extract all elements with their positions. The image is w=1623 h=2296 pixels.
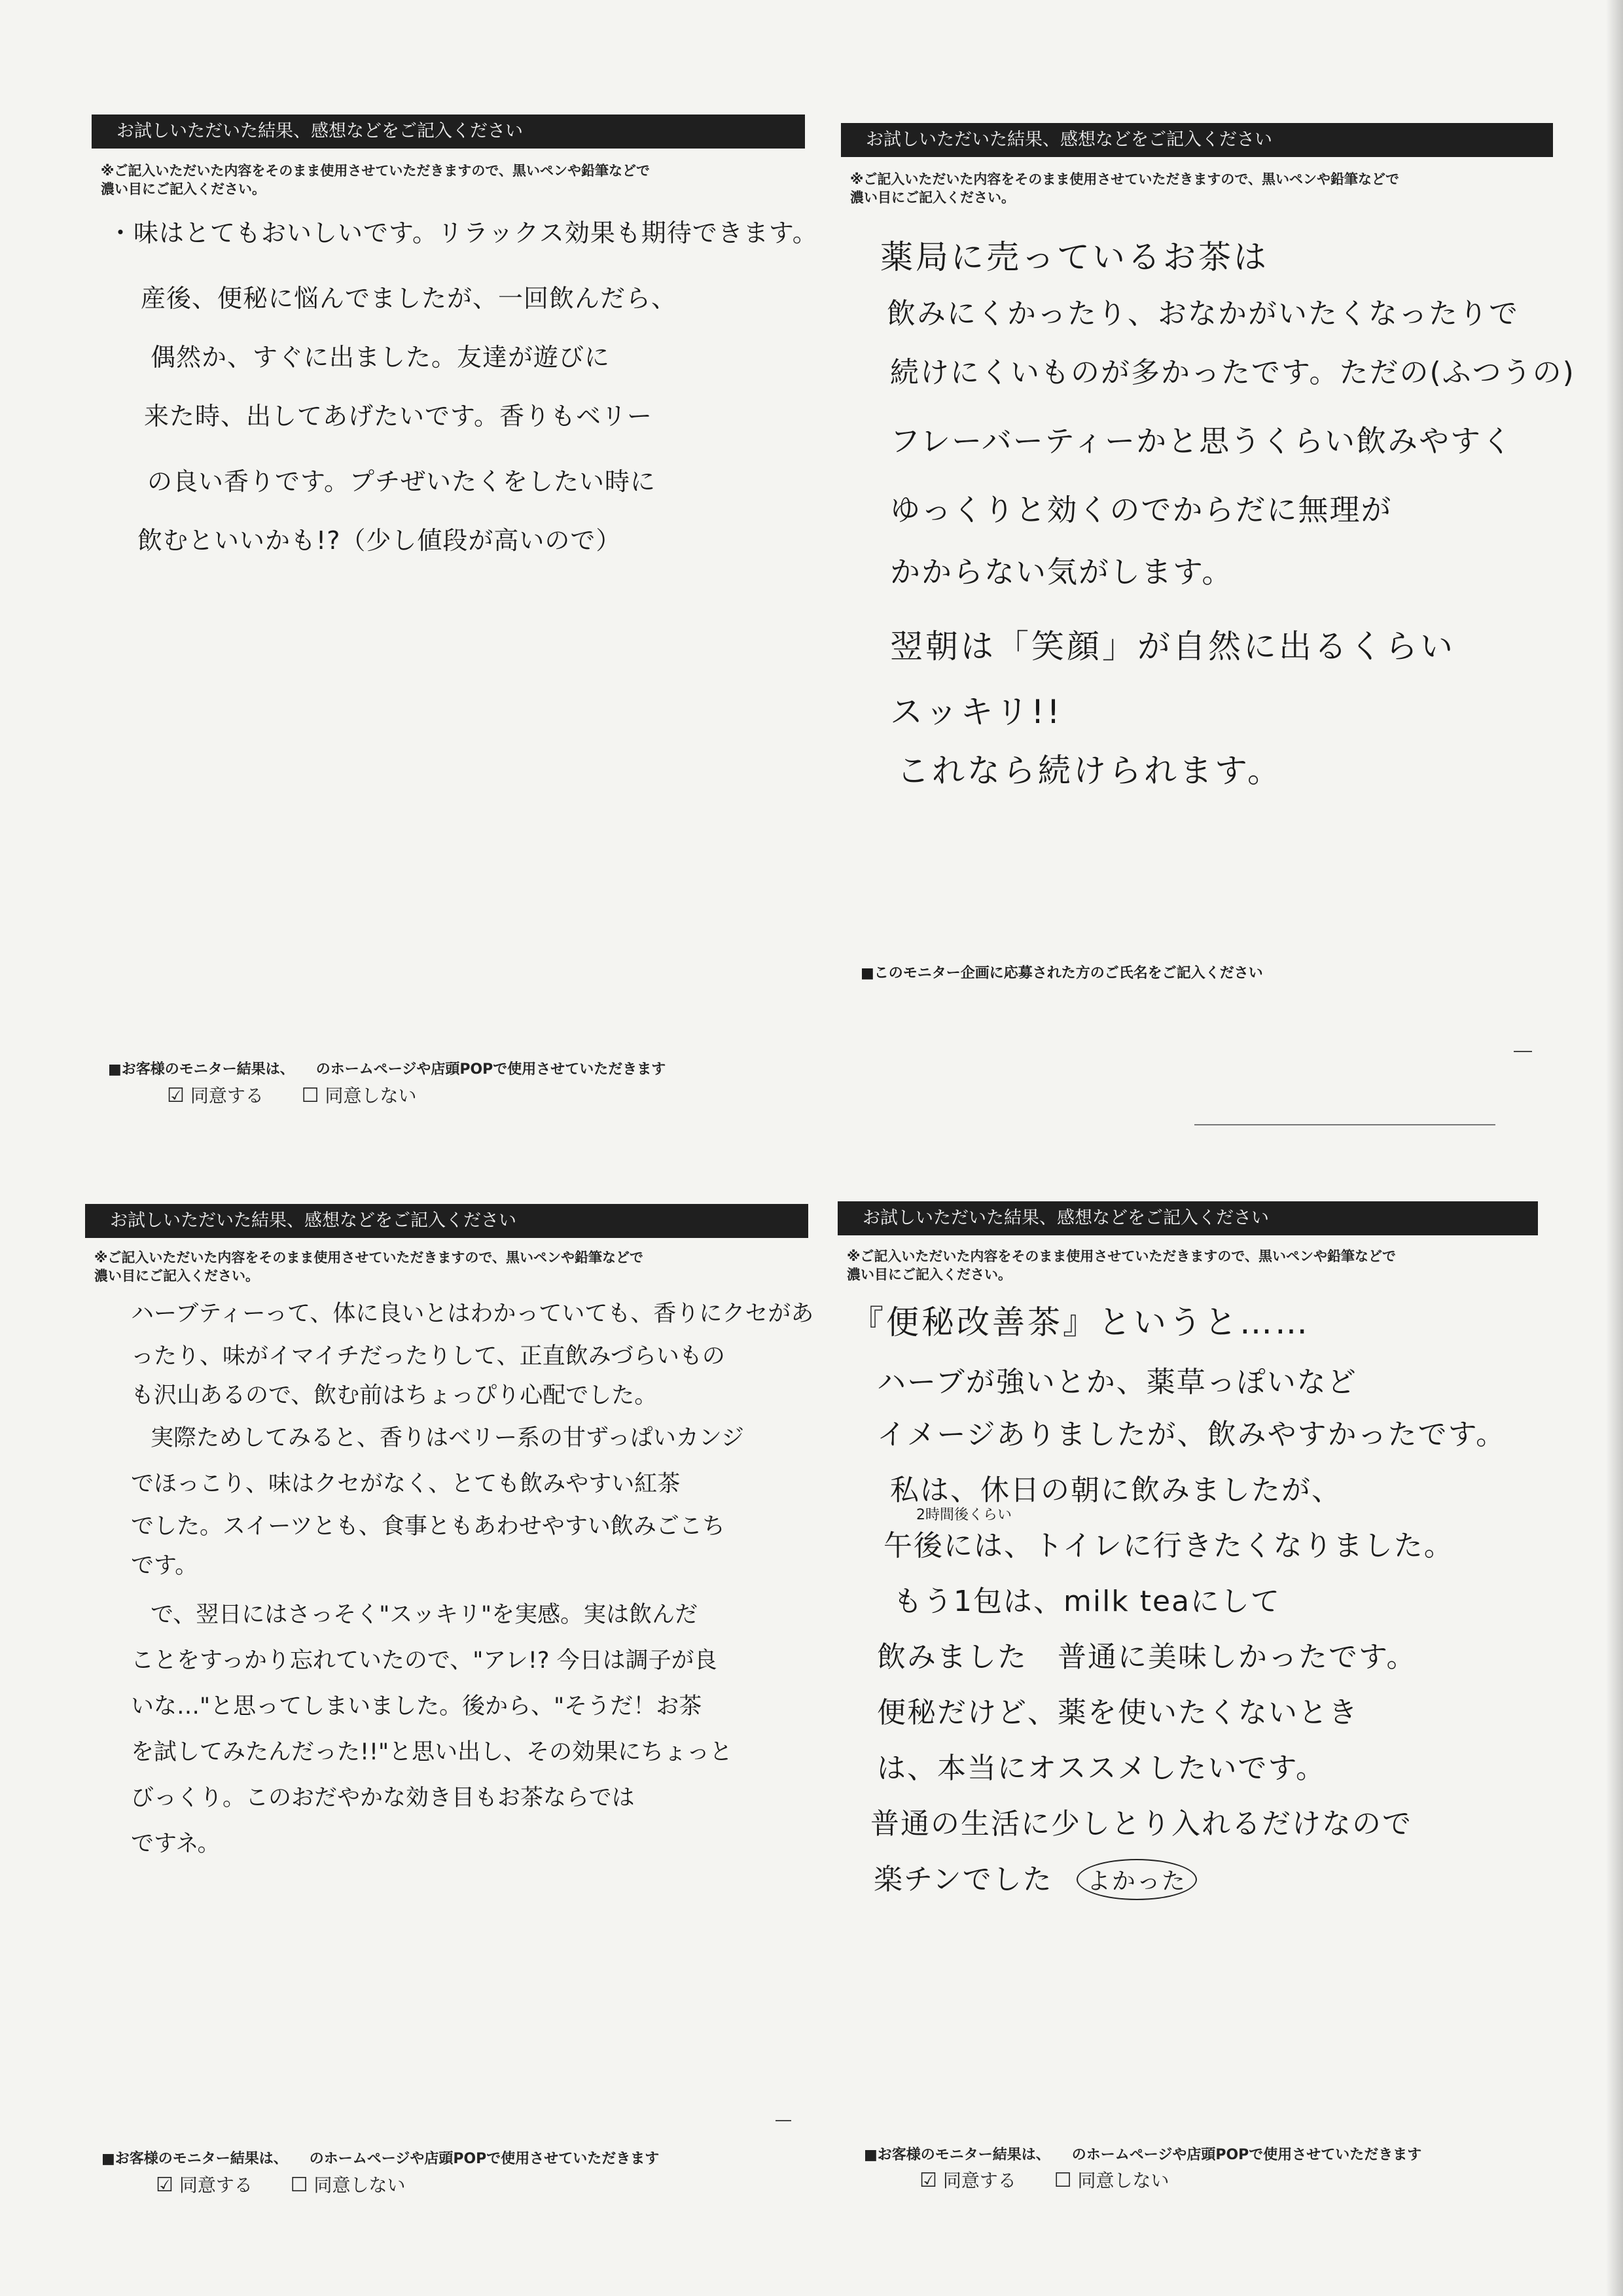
handwritten-line: も沢山あるので、飲む前はちょっぴり心配でした。 — [131, 1383, 658, 1409]
annotation: 2時間後くらい — [916, 1507, 1012, 1523]
consent-notice: ■お客様のモニター結果は、 のホームページや店頭POPで使用させていただきます — [864, 2147, 1422, 2163]
notice-line-2: 濃い目にご記入ください。 — [850, 190, 1015, 205]
handwritten-line: フレーバーティーかと思うくらい飲みやすく — [890, 423, 1514, 459]
handwritten-line: 普通の生活に少しとり入れるだけなので — [870, 1807, 1412, 1841]
handwritten-line: これなら続けられます。 — [897, 752, 1283, 790]
handwritten-line: ですネ。 — [131, 1831, 221, 1857]
notice-line-2: 濃い目にご記入ください。 — [101, 181, 266, 197]
consent-options — [167, 1082, 416, 1108]
consent-notice: ■お客様のモニター結果は、 のホームページや店頭POPで使用させていただきます — [108, 1061, 666, 1078]
handwritten-line: ・味はとてもおいしいです。リラックス効果も期待できます。 — [108, 219, 818, 247]
notice-line-1: ※ご記入いただいた内容をそのまま使用させていただきますので、黒いペンや鉛筆などで — [94, 1250, 643, 1265]
handwritten-line: 実際ためしてみると、香りはベリー系の甘ずっぱいカンジ — [151, 1425, 745, 1451]
handwritten-line: 産後、便秘に悩んでましたが、一回飲んだら、 — [141, 284, 677, 313]
handwritten-line: もう1包は、milk teaにして — [893, 1585, 1281, 1618]
handwritten-line: ハーブティーって、体に良いとはわかっていても、香りにクセがあ — [131, 1301, 814, 1327]
handwritten-line: 飲みにくかったり、おなかがいたくなったりで — [887, 297, 1519, 330]
disagree-checkbox[interactable]: ☐ — [1054, 2169, 1072, 2192]
agree-checkbox[interactable]: ☑ — [919, 2169, 937, 2192]
handwritten-line — [874, 1856, 1197, 1900]
feedback-form-4 — [838, 1201, 1558, 2209]
signature-circle: よかった — [1077, 1859, 1197, 1900]
form-notice — [847, 1247, 1396, 1284]
form-header: お試しいただいた結果、感想などをご記入ください — [841, 123, 1553, 157]
disagree-label: 同意しない — [313, 2174, 406, 2196]
feedback-form-2 — [841, 123, 1575, 1144]
form-notice — [94, 1248, 643, 1285]
scan-edge-shadow — [1606, 0, 1623, 2296]
handwritten-line: でした。スイーツとも、食事ともあわせやすい飲みごこち — [131, 1513, 725, 1540]
consent-options — [156, 2171, 405, 2197]
notice-line-1: ※ご記入いただいた内容をそのまま使用させていただきますので、黒いペンや鉛筆などで — [101, 163, 650, 179]
agree-label: 同意する — [190, 1085, 264, 1106]
handwritten-line: 薬局に売っているお茶は — [880, 238, 1269, 276]
handwritten-line: の良い香りです。プチぜいたくをしたい時に — [147, 467, 656, 496]
disagree-checkbox[interactable]: ☐ — [290, 2174, 308, 2197]
feedback-form-3 — [85, 1204, 812, 2212]
handwritten-line: かからない気がします。 — [890, 554, 1234, 590]
consent-notice: ■お客様のモニター結果は、 のホームページや店頭POPで使用させていただきます — [101, 2151, 660, 2167]
notice-line-1: ※ご記入いただいた内容をそのまま使用させていただきますので、黒いペンや鉛筆などで — [847, 1248, 1396, 1264]
handwritten-line: ことをすっかり忘れていたので、"アレ!? 今日は調子が良 — [131, 1648, 717, 1674]
handwritten-line: ゆっくりと効くのでからだに無理が — [890, 492, 1393, 527]
handwritten-line: 便秘だけど、薬を使いたくないとき — [877, 1696, 1359, 1729]
scan-mark — [1514, 1051, 1532, 1052]
handwritten-line: です。 — [131, 1553, 198, 1579]
handwritten-line: 偶然か、すぐに出ました。友達が遊びに — [151, 343, 611, 372]
handwritten-line: いな…"と思ってしまいました。後から、"そうだ！お茶 — [131, 1693, 702, 1720]
handwritten-line: は、本当にオススメしたいです。 — [877, 1752, 1327, 1785]
consent-options — [919, 2166, 1169, 2193]
notice-line-2: 濃い目にご記入ください。 — [847, 1267, 1012, 1282]
handwritten-line: でほっこり、味はクセがなく、とても飲みやすい紅茶 — [131, 1471, 681, 1497]
disagree-checkbox[interactable]: ☐ — [301, 1084, 319, 1107]
disagree-label: 同意しない — [1077, 2170, 1169, 2191]
handwritten-line: で、翌日にはさっそく"スッキリ"を実感。実は飲んだ — [151, 1602, 698, 1628]
handwritten-text: 楽チンでした — [874, 1863, 1053, 1896]
handwritten-line: 私は、休日の朝に飲みましたが、 — [890, 1474, 1342, 1507]
handwritten-line: 飲むといいかも!?（少し値段が高いので） — [137, 526, 622, 555]
handwritten-line: 続けにくいものが多かったです。ただの(ふつうの) — [890, 356, 1575, 389]
form-header: お試しいただいた結果、感想などをご記入ください — [85, 1204, 808, 1238]
form-header: お試しいただいた結果、感想などをご記入ください — [838, 1201, 1538, 1235]
handwritten-line: スッキリ!! — [890, 693, 1063, 731]
agree-checkbox[interactable]: ☑ — [167, 1084, 185, 1107]
scan-mark — [776, 2120, 791, 2121]
handwritten-line: 『便秘改善茶』というと…… — [851, 1303, 1310, 1341]
handwritten-line: びっくり。このおだやかな効き目もお茶ならでは — [131, 1785, 635, 1811]
agree-label: 同意する — [179, 2174, 253, 2196]
form-notice — [850, 170, 1399, 207]
applicant-name-label: ■このモニター企画に応募された方のご氏名をご記入ください — [861, 965, 1263, 981]
feedback-form-1 — [92, 115, 818, 1135]
handwritten-line: を試してみたんだった!!"と思い出し、その効果にちょっと — [131, 1739, 733, 1765]
handwritten-line: 飲みました 普通に美味しかったです。 — [877, 1640, 1417, 1674]
handwritten-line: ハーブが強いとか、薬草っぽいなど — [877, 1366, 1357, 1399]
handwritten-line: イメージありましたが、飲みやすかったです。 — [877, 1418, 1507, 1451]
notice-line-2: 濃い目にご記入ください。 — [94, 1268, 259, 1284]
handwritten-line: 午後には、トイレに行きたくなりました。 — [883, 1529, 1454, 1563]
form-notice — [101, 162, 650, 198]
agree-label: 同意する — [942, 2170, 1016, 2191]
handwritten-line: 来た時、出してあげたいです。香りもベリー — [144, 402, 652, 431]
scan-mark — [1194, 1124, 1495, 1125]
form-header: お試しいただいた結果、感想などをご記入ください — [92, 115, 805, 149]
agree-checkbox[interactable]: ☑ — [156, 2174, 173, 2197]
disagree-label: 同意しない — [325, 1085, 417, 1106]
handwritten-line: ったり、味がイマイチだったりして、正直飲みづらいもの — [131, 1343, 725, 1369]
notice-line-1: ※ご記入いただいた内容をそのまま使用させていただきますので、黒いペンや鉛筆などで — [850, 171, 1399, 187]
handwritten-line: 翌朝は「笑顔」が自然に出るくらい — [890, 627, 1455, 665]
